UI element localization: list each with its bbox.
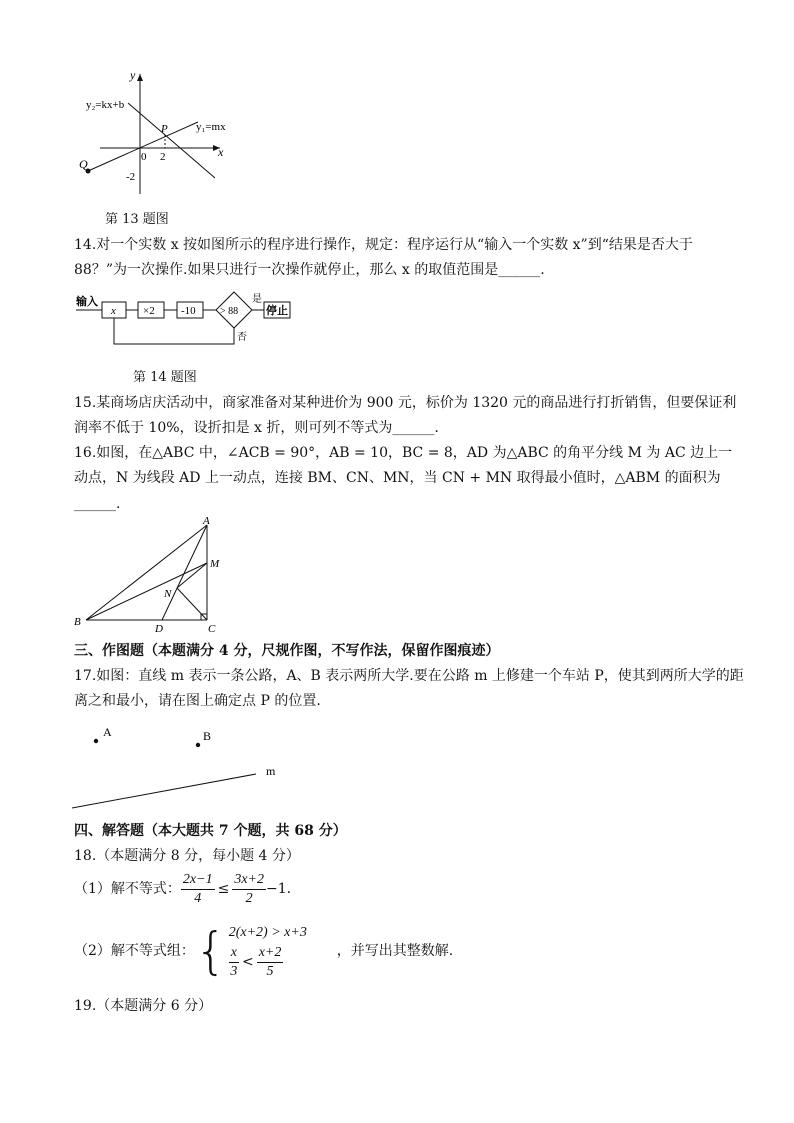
p1-den1: 4 <box>194 890 202 906</box>
p2-prefix: （2）解不等式组： <box>74 943 195 959</box>
p1-den2: 2 <box>245 890 253 906</box>
label-d: D <box>155 623 163 635</box>
p2-frac1 <box>229 944 239 981</box>
line2-label: y₂=kx+b <box>86 99 125 111</box>
side-ab <box>86 525 207 620</box>
p2-op: < <box>241 954 254 970</box>
flow-stop: 停止 <box>266 305 288 317</box>
label-n: N <box>164 588 172 600</box>
y-axis-label: y <box>130 68 136 82</box>
line-y1 <box>88 122 198 171</box>
q15-line2: 润率不低于 10%，设折扣是 x 折，则可列不等式为______. <box>74 420 439 436</box>
flow-times2: ×2 <box>143 305 155 317</box>
q18-part1 <box>74 868 291 910</box>
q17-line2: 离之和最小，请在图上确定点 P 的位置. <box>74 693 321 709</box>
label-m: M <box>210 558 220 570</box>
p2-frac2 <box>257 944 284 981</box>
label-b: B <box>74 616 81 628</box>
q19-header: 19.（本题满分 6 分） <box>74 998 213 1014</box>
p2-tail: ，并写出其整数解. <box>336 943 454 959</box>
fig13-graph <box>80 66 250 198</box>
fig14-flowchart <box>74 290 304 350</box>
flow-x: x <box>111 305 116 317</box>
flow-cmp: > 88 <box>220 306 239 317</box>
fig17-road <box>70 720 290 815</box>
p2-eq2 <box>229 944 337 981</box>
flow-minus10: -10 <box>181 305 196 317</box>
label-m17: m <box>266 764 276 778</box>
label-b17: B <box>203 729 212 743</box>
x-tick-label: 2 <box>160 151 166 163</box>
flow-input: 输入 <box>76 296 98 308</box>
origin-label: 0 <box>141 151 147 163</box>
label-a: A <box>203 515 210 527</box>
p2-den2: 5 <box>266 963 274 979</box>
label-a17: A <box>103 725 112 739</box>
line1-label: y₁=mx <box>196 121 226 133</box>
point-a <box>94 739 98 743</box>
p1-op: ≤ <box>217 881 230 897</box>
flow-no: 否 <box>237 332 247 343</box>
segment-cn <box>177 588 207 620</box>
segment-ad <box>162 525 207 620</box>
p2-eq1: 2(x+2) > x+3 <box>228 924 307 940</box>
p2-brace: { <box>194 922 227 980</box>
q14-line1: 14.对一个实数 x 按如图所示的程序进行操作，规定：程序运行从“输入一个实数 x”到“结果是否大于 <box>74 237 693 253</box>
fig14-caption: 第 14 题图 <box>133 370 197 385</box>
point-b <box>196 743 200 747</box>
road-m <box>72 774 256 808</box>
segment-bm <box>86 563 207 620</box>
p1-tail: −1. <box>266 881 292 897</box>
p1-frac2 <box>232 871 266 908</box>
p2-den1: 3 <box>230 963 238 979</box>
section3-title: 三、作图题（本题满分 4 分，尺规作图，不写作法，保留作图痕迹） <box>74 643 500 659</box>
q16-line1: 16.如图，在△ABC 中，∠ACB = 90°，AB = 10，BC = 8，AD 为△ABC 的角平分线 M 为 AC 边上一 <box>74 445 733 461</box>
p1-num1: 2x−1 <box>181 871 215 890</box>
q-label: Q <box>79 157 88 171</box>
q16-line2: 动点，N 为线段 AD 上一动点，连接 BM、CN、MN，当 CN + MN 取得最小值时，△ABM 的面积为 <box>74 470 721 486</box>
q17-line1: 17.如图：直线 m 表示一条公路，A、B 表示两所大学.要在公路 m 上修建一个车站 P，使其到两所大学的距 <box>74 668 744 684</box>
y-axis-arrow <box>137 74 143 81</box>
section4-title: 四、解答题（本大题共 7 个题，共 68 分） <box>74 823 347 839</box>
p1-num2: 3x+2 <box>232 871 266 890</box>
p2-num1: x <box>229 944 239 963</box>
p1-frac1 <box>181 871 215 908</box>
p-label: P <box>161 123 168 135</box>
label-c: C <box>208 623 216 635</box>
flow-loop <box>114 318 234 344</box>
fig13-caption: 第 13 题图 <box>105 212 169 227</box>
fig16-triangle <box>70 515 230 635</box>
q18-header: 18.（本题满分 8 分，每小题 4 分） <box>74 848 300 864</box>
q15-line1: 15.某商场店庆活动中，商家准备对某种进价为 900 元，标价为 1320 元的商品进行打折销售，但要保证利 <box>74 395 737 411</box>
y-tick-label: -2 <box>126 171 136 183</box>
flow-yes: 是 <box>252 294 262 305</box>
p2-system <box>229 922 337 981</box>
q16-line3: ______. <box>74 496 121 512</box>
line-y2 <box>128 103 215 178</box>
q14-line2: 88？”为一次操作.如果只进行一次操作就停止，那么 x 的取值范围是______. <box>74 262 545 278</box>
x-axis-label: x <box>218 145 224 159</box>
p1-prefix: （1）解不等式： <box>74 881 181 897</box>
p2-num2: x+2 <box>257 944 284 963</box>
q18-part2 <box>74 918 453 984</box>
